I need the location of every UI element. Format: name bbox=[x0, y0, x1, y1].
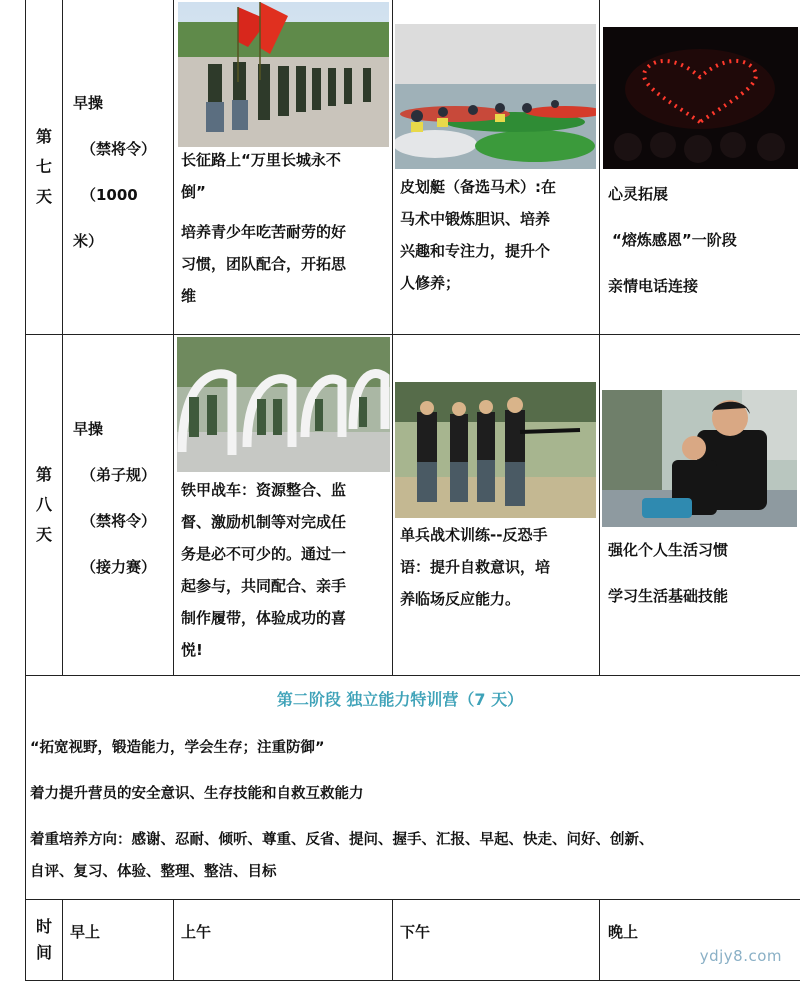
header-time-char-1: 时 bbox=[35, 917, 52, 936]
text-line: 心灵拓展 bbox=[608, 185, 669, 203]
day8-am-text bbox=[181, 474, 391, 666]
header-eve: 晚上 bbox=[608, 923, 639, 941]
text-line: 强化个人生活习惯 bbox=[608, 541, 729, 559]
text-line: 人修养； bbox=[400, 274, 461, 292]
day8-label bbox=[25, 334, 63, 676]
day7-char-1: 第 bbox=[35, 127, 52, 146]
text-line: “熔炼感恩”一阶段 bbox=[612, 231, 737, 249]
text-line: 起参与，共同配合、亲手 bbox=[181, 577, 347, 595]
photo-candle-heart bbox=[603, 27, 798, 169]
day8-char-2: 八 bbox=[35, 495, 52, 514]
photo-long-march-flags bbox=[178, 2, 389, 147]
day7-pm-text bbox=[400, 171, 595, 299]
photo-kayaks bbox=[395, 24, 596, 169]
stage2-motto: “拓宽视野，锻造能力，学会生存；注重防御” bbox=[30, 740, 325, 756]
day7-morning-line: 早操 bbox=[73, 94, 104, 112]
text-line: 单兵战术训练--反恐手 bbox=[400, 526, 548, 544]
header-pm: 下午 bbox=[400, 923, 431, 941]
text-line: 亲情电话连接 bbox=[608, 277, 699, 295]
stage2-focus: 着力提升营员的安全意识、生存技能和自救互救能力 bbox=[30, 786, 364, 802]
day7-char-2: 七 bbox=[35, 157, 52, 176]
text-line: 制作履带，体验成功的喜 bbox=[181, 609, 347, 627]
text-line: 习惯，团队配合，开拓思 bbox=[181, 255, 347, 273]
stage2-title: 第二阶段 独立能力特训营（7 天） bbox=[276, 690, 524, 709]
day7-char-3: 天 bbox=[35, 187, 52, 206]
photo-tactical-training bbox=[395, 382, 596, 518]
day8-eve-text bbox=[608, 527, 798, 619]
text-line: 悦! bbox=[181, 641, 203, 659]
day8-char-1: 第 bbox=[35, 465, 52, 484]
text-line: 铁甲战车：资源整合、监 bbox=[181, 481, 347, 499]
text-line: 倒” bbox=[181, 183, 206, 201]
day8-morning bbox=[62, 334, 174, 676]
stage2-direction-1: 着重培养方向：感谢、忍耐、倾听、尊重、反省、提问、握手、汇报、早起、快走、问好、创新、 bbox=[30, 832, 654, 848]
watermark: ydjy8.com bbox=[699, 947, 782, 965]
day7-am-text bbox=[181, 144, 391, 312]
text-line: 培养青少年吃苦耐劳的好 bbox=[181, 223, 347, 241]
day7-morning-line: （禁将令） bbox=[81, 140, 157, 158]
text-line: 学习生活基础技能 bbox=[608, 587, 729, 605]
header-am: 上午 bbox=[181, 923, 212, 941]
day7-morning-line: （1000 bbox=[81, 186, 138, 204]
day7-label bbox=[25, 0, 63, 335]
text-line: 务是必不可少的。通过一 bbox=[181, 545, 347, 563]
text-line: 长征路上“万里长城永不 bbox=[181, 151, 341, 169]
day8-morning-line: （禁将令） bbox=[81, 512, 157, 530]
text-line: 督、激励机制等对完成任 bbox=[181, 513, 347, 531]
day7-morning bbox=[62, 0, 174, 335]
text-line: 马术中锻炼胆识、培养 bbox=[400, 210, 551, 228]
text-line: 兴趣和专注力，提升个 bbox=[400, 242, 551, 260]
header-time bbox=[25, 899, 63, 981]
day7-morning-line: 米） bbox=[73, 232, 104, 250]
text-line: 维 bbox=[181, 287, 197, 305]
text-line: 养临场反应能力。 bbox=[400, 590, 521, 608]
text-line: 皮划艇（备选马术）:在 bbox=[400, 178, 556, 196]
photo-armored-chariot bbox=[177, 337, 390, 472]
day8-char-3: 天 bbox=[35, 525, 52, 544]
header-morning: 早上 bbox=[70, 923, 101, 941]
header-time-char-2: 间 bbox=[35, 943, 52, 962]
day7-eve-text bbox=[608, 171, 798, 309]
text-line: 语：提升自救意识，培 bbox=[400, 558, 551, 576]
day8-morning-line: （弟子规） bbox=[81, 466, 157, 484]
day8-morning-line: 早操 bbox=[73, 420, 104, 438]
day8-pm-text bbox=[400, 519, 595, 615]
day8-morning-line: （接力赛） bbox=[81, 558, 157, 576]
photo-washing-clothes bbox=[602, 390, 797, 527]
stage2-direction-2: 自评、复习、体验、整理、整洁、目标 bbox=[30, 864, 277, 880]
